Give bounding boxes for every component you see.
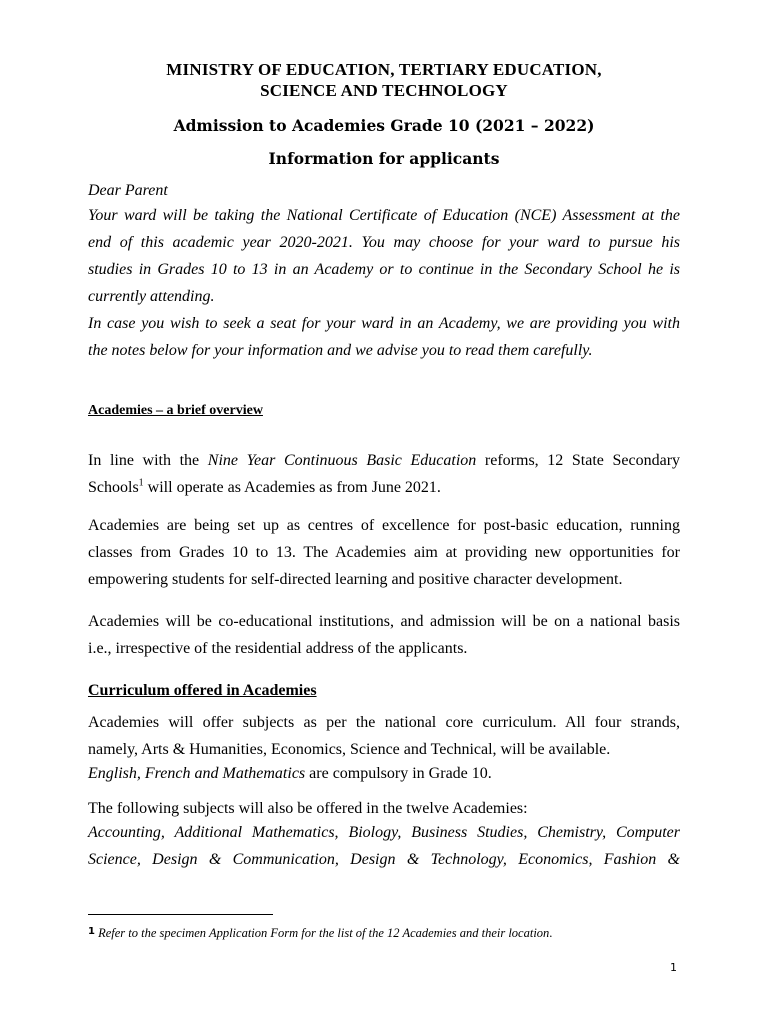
footnote-reference: 1 bbox=[138, 477, 144, 489]
intro-line: end of this academic year 2020-2021. You may choose for your ward to pursue his bbox=[88, 234, 680, 251]
salutation: Dear Parent bbox=[88, 182, 168, 199]
intro-line: studies in Grades 10 to 13 in an Academy or to continue in the Secondary School he is bbox=[88, 261, 680, 278]
footnote-divider bbox=[88, 914, 273, 915]
page-number: 1 bbox=[670, 961, 677, 974]
curriculum-paragraph-1 bbox=[88, 709, 680, 787]
footnote: $^1$ Refer to the specimen Application Form for the list of the 12 Academies and their location. bbox=[88, 926, 553, 940]
curriculum-line: English, French and Mathematics are compulsory in Grade 10. bbox=[88, 765, 492, 782]
curriculum-line: The following subjects will also be offered in the twelve Academies: bbox=[88, 800, 528, 817]
document-subtitle: Information for applicants bbox=[268, 149, 500, 168]
overview-paragraph-3 bbox=[88, 608, 680, 662]
ministry-heading-line2: SCIENCE AND TECHNOLOGY bbox=[260, 81, 508, 100]
reform-name: Nine Year Continuous Basic Education bbox=[207, 452, 477, 469]
curriculum-line: Academies will offer subjects as per the national core curriculum. All four strands, bbox=[88, 714, 680, 731]
ministry-heading-line1: MINISTRY OF EDUCATION, TERTIARY EDUCATION, bbox=[166, 60, 602, 79]
footnote-mark: 1 bbox=[88, 926, 95, 937]
overview-line: i.e., irrespective of the residential address of the applicants. bbox=[88, 640, 468, 657]
subjects-line: Science, Design & Communication, Design & Technology, Economics, Fashion & bbox=[88, 851, 680, 868]
overview-line: empowering students for self-directed learning and positive character development. bbox=[88, 571, 623, 588]
overview-line: Academies will be co-educational institutions, and admission will be on a national basis bbox=[88, 613, 680, 630]
curriculum-line: namely, Arts & Humanities, Economics, Science and Technical, will be available. bbox=[88, 741, 611, 758]
overview-line: In line with the Nine Year Continuous Basic Education reforms, 12 State Secondary bbox=[88, 452, 681, 469]
overview-paragraph-1 bbox=[88, 447, 680, 501]
overview-line: Academies are being set up as centres of excellence for post-basic education, running bbox=[88, 517, 680, 534]
subjects-line: Accounting, Additional Mathematics, Biology, Business Studies, Chemistry, Computer bbox=[88, 824, 680, 841]
intro-line: the notes below for your information and we advise you to read them carefully. bbox=[88, 342, 593, 359]
intro-paragraph bbox=[88, 202, 680, 364]
section-heading-curriculum: Curriculum offered in Academies bbox=[88, 682, 317, 699]
intro-line: currently attending. bbox=[88, 288, 215, 305]
overview-line: Schools$^1$ will operate as Academies as from June 2021. bbox=[88, 477, 441, 496]
overview-paragraph-2 bbox=[88, 512, 680, 593]
intro-line: Your ward will be taking the National Certificate of Education (NCE) Assessment at the bbox=[88, 207, 680, 224]
section-heading-overview: Academies – a brief overview bbox=[88, 403, 263, 418]
overview-line: classes from Grades 10 to 13. The Academies aim at providing new opportunities for bbox=[88, 544, 680, 561]
intro-line: In case you wish to seek a seat for your ward in an Academy, we are providing you with bbox=[88, 315, 680, 332]
compulsory-subjects: English, French and Mathematics bbox=[88, 765, 306, 782]
footnote-text: Refer to the specimen Application Form for the list of the 12 Academies and their location bbox=[98, 926, 550, 940]
curriculum-paragraph-2 bbox=[88, 795, 680, 873]
document-title: Admission to Academies Grade 10 (2021 – 2022) bbox=[173, 116, 595, 135]
